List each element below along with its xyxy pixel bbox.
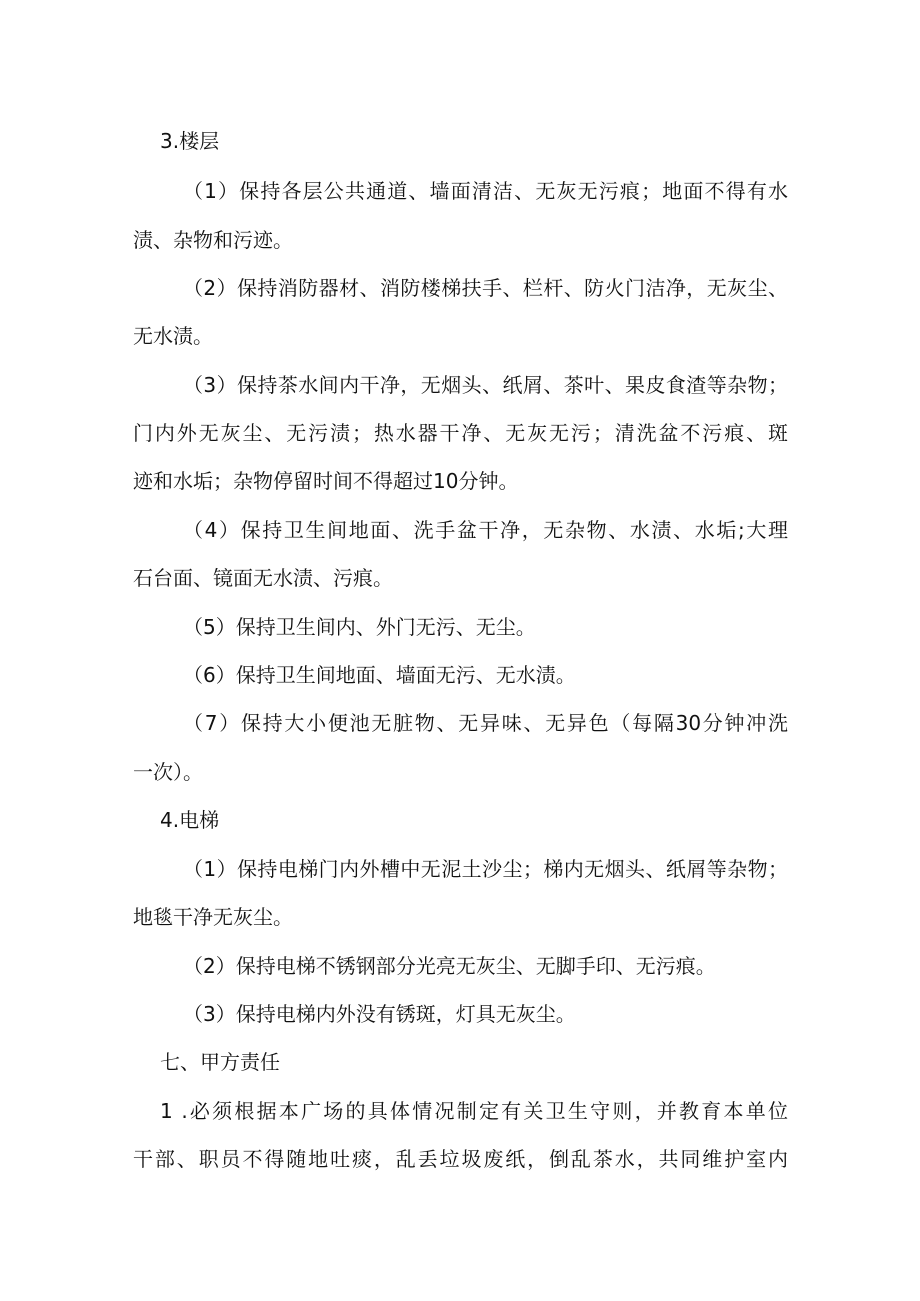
floor-item-2-line-2: 无水渍。 bbox=[133, 324, 213, 348]
heading-floors: 3.楼层 bbox=[160, 129, 220, 153]
floor-item-7-line-2: 一次）。 bbox=[133, 760, 203, 784]
section-heading-party-a: 七、甲方责任 bbox=[160, 1050, 280, 1074]
floor-item-3-line-2: 门内外无灰尘、无污渍；热水器干净、无灰无污；清洗盆不污痕、斑 bbox=[133, 421, 788, 445]
clause-1-line-1: 1 .必须根据本广场的具体情况制定有关卫生守则，并教育本单位 bbox=[160, 1099, 788, 1123]
floor-item-4-line-1: （4）保持卫生间地面、洗手盆干净，无杂物、水渍、水垢;大理 bbox=[183, 518, 788, 542]
elevator-item-1-line-2: 地毯干净无灰尘。 bbox=[133, 905, 293, 929]
floor-item-1-line-2: 渍、杂物和污迹。 bbox=[133, 228, 293, 252]
floor-item-6: （6）保持卫生间地面、墙面无污、无水渍。 bbox=[183, 663, 576, 687]
floor-item-7-line-1: （7）保持大小便池无脏物、无异味、无异色（每隔30分钟冲洗 bbox=[183, 711, 788, 735]
elevator-item-3: （3）保持电梯内外没有锈斑，灯具无灰尘。 bbox=[183, 1002, 576, 1026]
floor-item-3-line-1: （3）保持茶水间内干净，无烟头、纸屑、茶叶、果皮食渣等杂物； bbox=[183, 373, 788, 397]
floor-item-1-line-1: （1）保持各层公共通道、墙面清洁、无灰无污痕；地面不得有水 bbox=[183, 179, 788, 203]
heading-elevator: 4.电梯 bbox=[160, 808, 220, 832]
floor-item-2-line-1: （2）保持消防器材、消防楼梯扶手、栏杆、防火门洁净，无灰尘、 bbox=[183, 276, 788, 300]
clause-1-line-2: 干部、职员不得随地吐痰，乱丢垃圾废纸，倒乱茶水，共同维护室内 bbox=[133, 1147, 788, 1171]
elevator-item-1-line-1: （1）保持电梯门内外槽中无泥土沙尘；梯内无烟头、纸屑等杂物； bbox=[183, 857, 788, 881]
floor-item-5: （5）保持卫生间内、外门无污、无尘。 bbox=[183, 615, 536, 639]
floor-item-3-line-3: 迹和水垢；杂物停留时间不得超过10分钟。 bbox=[133, 469, 519, 493]
elevator-item-2: （2）保持电梯不锈钢部分光亮无灰尘、无脚手印、无污痕。 bbox=[183, 954, 716, 978]
floor-item-4-line-2: 石台面、镜面无水渍、污痕。 bbox=[133, 566, 393, 590]
